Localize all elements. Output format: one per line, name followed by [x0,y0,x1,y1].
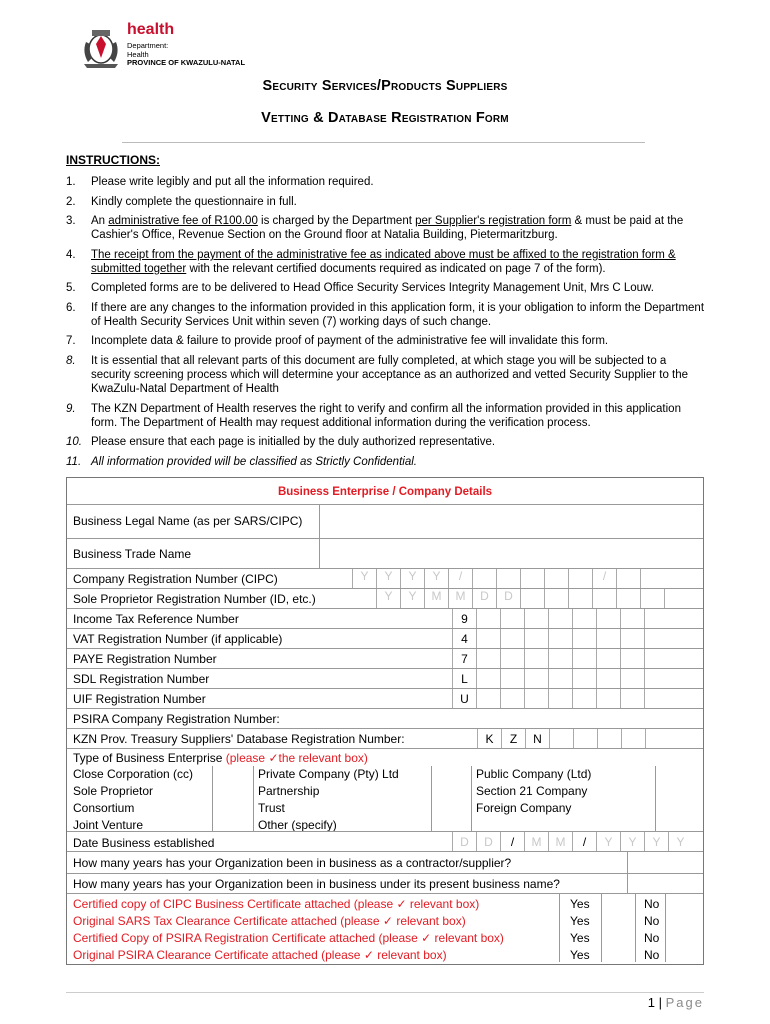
psira-clearance-no-checkbox[interactable] [666,945,704,962]
treasury-box[interactable] [645,729,669,749]
form-title-line2: Vetting & Database Registration Form [261,110,509,126]
instruction-item: 7. Incomplete data & failure to provide proof of payment of the administrative fee will invalidate this form. [66,335,609,347]
cipc-no-checkbox[interactable] [666,894,704,911]
legal-name-row: Business Legal Name (as per SARS/CIPC) [67,504,703,538]
paye-box[interactable] [476,649,500,669]
sdl-box[interactable] [524,669,548,689]
reg-box[interactable]: Y [352,569,376,589]
reg-box[interactable] [640,569,664,589]
id-box[interactable] [664,589,688,609]
treasury-prefix: N [525,729,549,749]
reg-box[interactable] [568,569,592,589]
date-box[interactable]: Y [596,832,620,852]
id-box[interactable]: Y [376,589,400,609]
tax-box[interactable] [572,609,596,629]
psira-reg-yes-checkbox[interactable] [602,928,635,945]
instruction-item: 5. Completed forms are to be delivered to Head Office Security Services Integrity Management Unit, Mrs C Louw. [66,282,654,294]
psira-field[interactable] [307,709,705,729]
tax-prefix: 9 [452,609,476,629]
treasury-prefix: K [477,729,501,749]
reg-box[interactable] [496,569,520,589]
sdl-prefix: L [452,669,476,689]
uif-box[interactable] [572,689,596,709]
treasury-prefix: Z [501,729,525,749]
uif-box[interactable] [476,689,500,709]
vat-box[interactable] [644,629,668,649]
title-divider [122,142,645,143]
date-box[interactable]: Y [644,832,668,852]
id-box[interactable] [544,589,568,609]
date-box[interactable]: D [452,832,476,852]
paye-box[interactable] [548,649,572,669]
date-separator: / [500,832,524,852]
paye-box[interactable] [524,649,548,669]
section-title: Business Enterprise / Company Details [277,486,493,498]
business-type-block: Type of Business Enterprise (please ✓the relevant box) Close Corporation (cc) Private Company (Pty) Ltd Public Company (Ltd) Sole Proprietor Partnership Section 21 Company Consortium Trust Foreign Company Joint Venture Other (specify) [67,748,703,831]
tax-box[interactable] [548,609,572,629]
id-box[interactable]: M [424,589,448,609]
sdl-box[interactable] [620,669,644,689]
treasury-box[interactable] [549,729,573,749]
no-label: No [644,914,660,928]
id-box[interactable] [592,589,616,609]
page-number: 1 | Page [647,995,704,1010]
sdl-row: SDL Registration Number L [67,668,703,688]
reg-box[interactable]: / [448,569,472,589]
uif-box[interactable] [644,689,668,709]
department-logo [78,18,268,78]
id-box[interactable]: Y [400,589,424,609]
date-box[interactable]: M [524,832,548,852]
instructions-heading: INSTRUCTIONS: [66,153,160,167]
reg-box[interactable] [520,569,544,589]
cipc-yes-checkbox[interactable] [602,894,635,911]
id-box[interactable]: D [472,589,496,609]
paye-box[interactable] [572,649,596,669]
yes-label: Yes [570,914,590,928]
sole-prop-row: Sole Proprietor Registration Number (ID, etc.) Y Y M M D D [67,588,703,608]
date-box[interactable]: D [476,832,500,852]
vat-box[interactable] [500,629,524,649]
instruction-item: 6. If there are any changes to the information provided in this application form, it is your obligation to inform the Department of Health Security Services Unit within seven (7) working days of such change. [66,302,705,328]
uif-box[interactable] [524,689,548,709]
no-label: No [644,931,660,945]
treasury-box[interactable] [621,729,645,749]
reg-box[interactable]: Y [400,569,424,589]
instruction-item: 8. It is essential that all relevant parts of this document are fully completed, at which stage you will be subjected to a security screening process which will determine your acceptance as an authorized and vetted Security Supplier to the KwaZulu-Natal Department of Health [66,355,689,395]
paye-prefix: 7 [452,649,476,669]
sdl-box[interactable] [548,669,572,689]
income-tax-row: Income Tax Reference Number 9 [67,608,703,628]
treasury-box[interactable] [573,729,597,749]
no-label: No [644,948,660,962]
sars-no-checkbox[interactable] [666,911,704,928]
instruction-item: 9. The KZN Department of Health reserves the right to verify and confirm all the information provided in this application form. The Department of Health may request additional information during the verification process. [66,403,681,429]
vat-row: VAT Registration Number (if applicable) 4 [67,628,703,648]
company-reg-row: Company Registration Number (CIPC) Y Y Y Y / / [67,568,703,588]
paye-box[interactable] [500,649,524,669]
tax-box[interactable] [476,609,500,629]
no-label: No [644,897,660,911]
treasury-row: KZN Prov. Treasury Suppliers' Database Registration Number: K Z N [67,728,703,748]
reg-box[interactable] [472,569,496,589]
paye-box[interactable] [644,649,668,669]
reg-box[interactable] [544,569,568,589]
reg-box[interactable]: Y [424,569,448,589]
instruction-item: 1. Please write legibly and put all the information required. [66,176,374,188]
certificates-block: Certified copy of CIPC Business Certificate attached (please ✓ relevant box) Original SARS Tax Clearance Certificate attached (please ✓ relevant box) Certified Copy of PSIRA Registration Certificate attached (please ✓ relevant box) Original PSIRA Clearance Certificate attached (please ✓ relevant box) Yes Yes Yes Yes No No No No [67,893,703,961]
vat-prefix: 4 [452,629,476,649]
date-box[interactable]: Y [620,832,644,852]
id-box[interactable]: D [496,589,520,609]
instruction-item: 10. Please ensure that each page is initialled by the duly authorized representative. [66,436,496,448]
instruction-item: 11. All information provided will be classified as Strictly Confidential. [66,456,417,468]
psira-clearance-yes-checkbox[interactable] [602,945,635,962]
checkbox-close-corporation[interactable] [213,766,253,782]
paye-row: PAYE Registration Number 7 [67,648,703,668]
sdl-box[interactable] [572,669,596,689]
uif-box[interactable] [548,689,572,709]
uif-prefix: U [452,689,476,709]
years-name-row: How many years has your Organization been in business under its present business name? [67,873,703,893]
psira-row: PSIRA Company Registration Number: [67,708,703,728]
yes-label: Yes [570,931,590,945]
uif-box[interactable] [620,689,644,709]
id-box[interactable] [640,589,664,609]
uif-row: UIF Registration Number U [67,688,703,708]
id-box[interactable] [568,589,592,609]
reg-box[interactable]: Y [376,569,400,589]
form-title-line1: Security Services/Products Suppliers [262,78,508,94]
years-contractor-row: How many years has your Organization been in business as a contractor/supplier? [67,851,703,873]
company-details-table [66,477,704,965]
instruction-item: 4. The receipt from the payment of the administrative fee as indicated above must be affixed to the registration form & submitted together with the relevant certified documents required as indicated on page 7 of the form). [66,249,676,275]
vat-box[interactable] [596,629,620,649]
checkbox-public-company[interactable] [656,766,704,782]
paye-box[interactable] [620,649,644,669]
id-box[interactable] [616,589,640,609]
legal-name-field[interactable] [320,505,705,538]
yes-label: Yes [570,948,590,962]
instruction-item: 3. An administrative fee of R100.00 is charged by the Department per Supplier's registration form & must be paid at the Cashier's Office, Revenue Section on the Ground floor at Natalia Building, Pietermaritzburg. [66,215,684,241]
date-established-row: Date Business established D D / M M / Y Y Y Y [67,831,703,851]
vat-box[interactable] [524,629,548,649]
tax-box[interactable] [644,609,668,629]
vat-box[interactable] [548,629,572,649]
department-text: Department: Health PROVINCE OF KWAZULU-NATAL [127,41,246,67]
date-separator: / [572,832,596,852]
tax-box[interactable] [524,609,548,629]
instruction-item: 2. Kindly complete the questionnaire in full. [66,196,297,208]
date-box[interactable]: Y [668,832,692,852]
tax-box[interactable] [596,609,620,629]
sdl-box[interactable] [596,669,620,689]
psira-reg-no-checkbox[interactable] [666,928,704,945]
date-box[interactable]: M [548,832,572,852]
trade-name-field[interactable] [320,539,705,568]
kzn-crest-icon [78,24,124,70]
sdl-box[interactable] [500,669,524,689]
reg-box[interactable] [616,569,640,589]
years-contractor-field[interactable] [628,852,704,874]
treasury-box[interactable] [597,729,621,749]
tax-box[interactable] [500,609,524,629]
id-box[interactable]: M [448,589,472,609]
id-box[interactable] [520,589,544,609]
vat-box[interactable] [476,629,500,649]
sdl-box[interactable] [644,669,668,689]
yes-label: Yes [570,897,590,911]
trade-name-row: Business Trade Name [67,538,703,568]
checkbox-private-company[interactable] [432,766,471,782]
vat-box[interactable] [572,629,596,649]
vat-box[interactable] [620,629,644,649]
footer-divider [66,992,704,993]
brand-health: health [127,21,175,38]
uif-box[interactable] [596,689,620,709]
tax-box[interactable] [620,609,644,629]
reg-box[interactable]: / [592,569,616,589]
sdl-box[interactable] [476,669,500,689]
uif-box[interactable] [500,689,524,709]
paye-box[interactable] [596,649,620,669]
years-name-field[interactable] [628,874,704,894]
sars-yes-checkbox[interactable] [602,911,635,928]
